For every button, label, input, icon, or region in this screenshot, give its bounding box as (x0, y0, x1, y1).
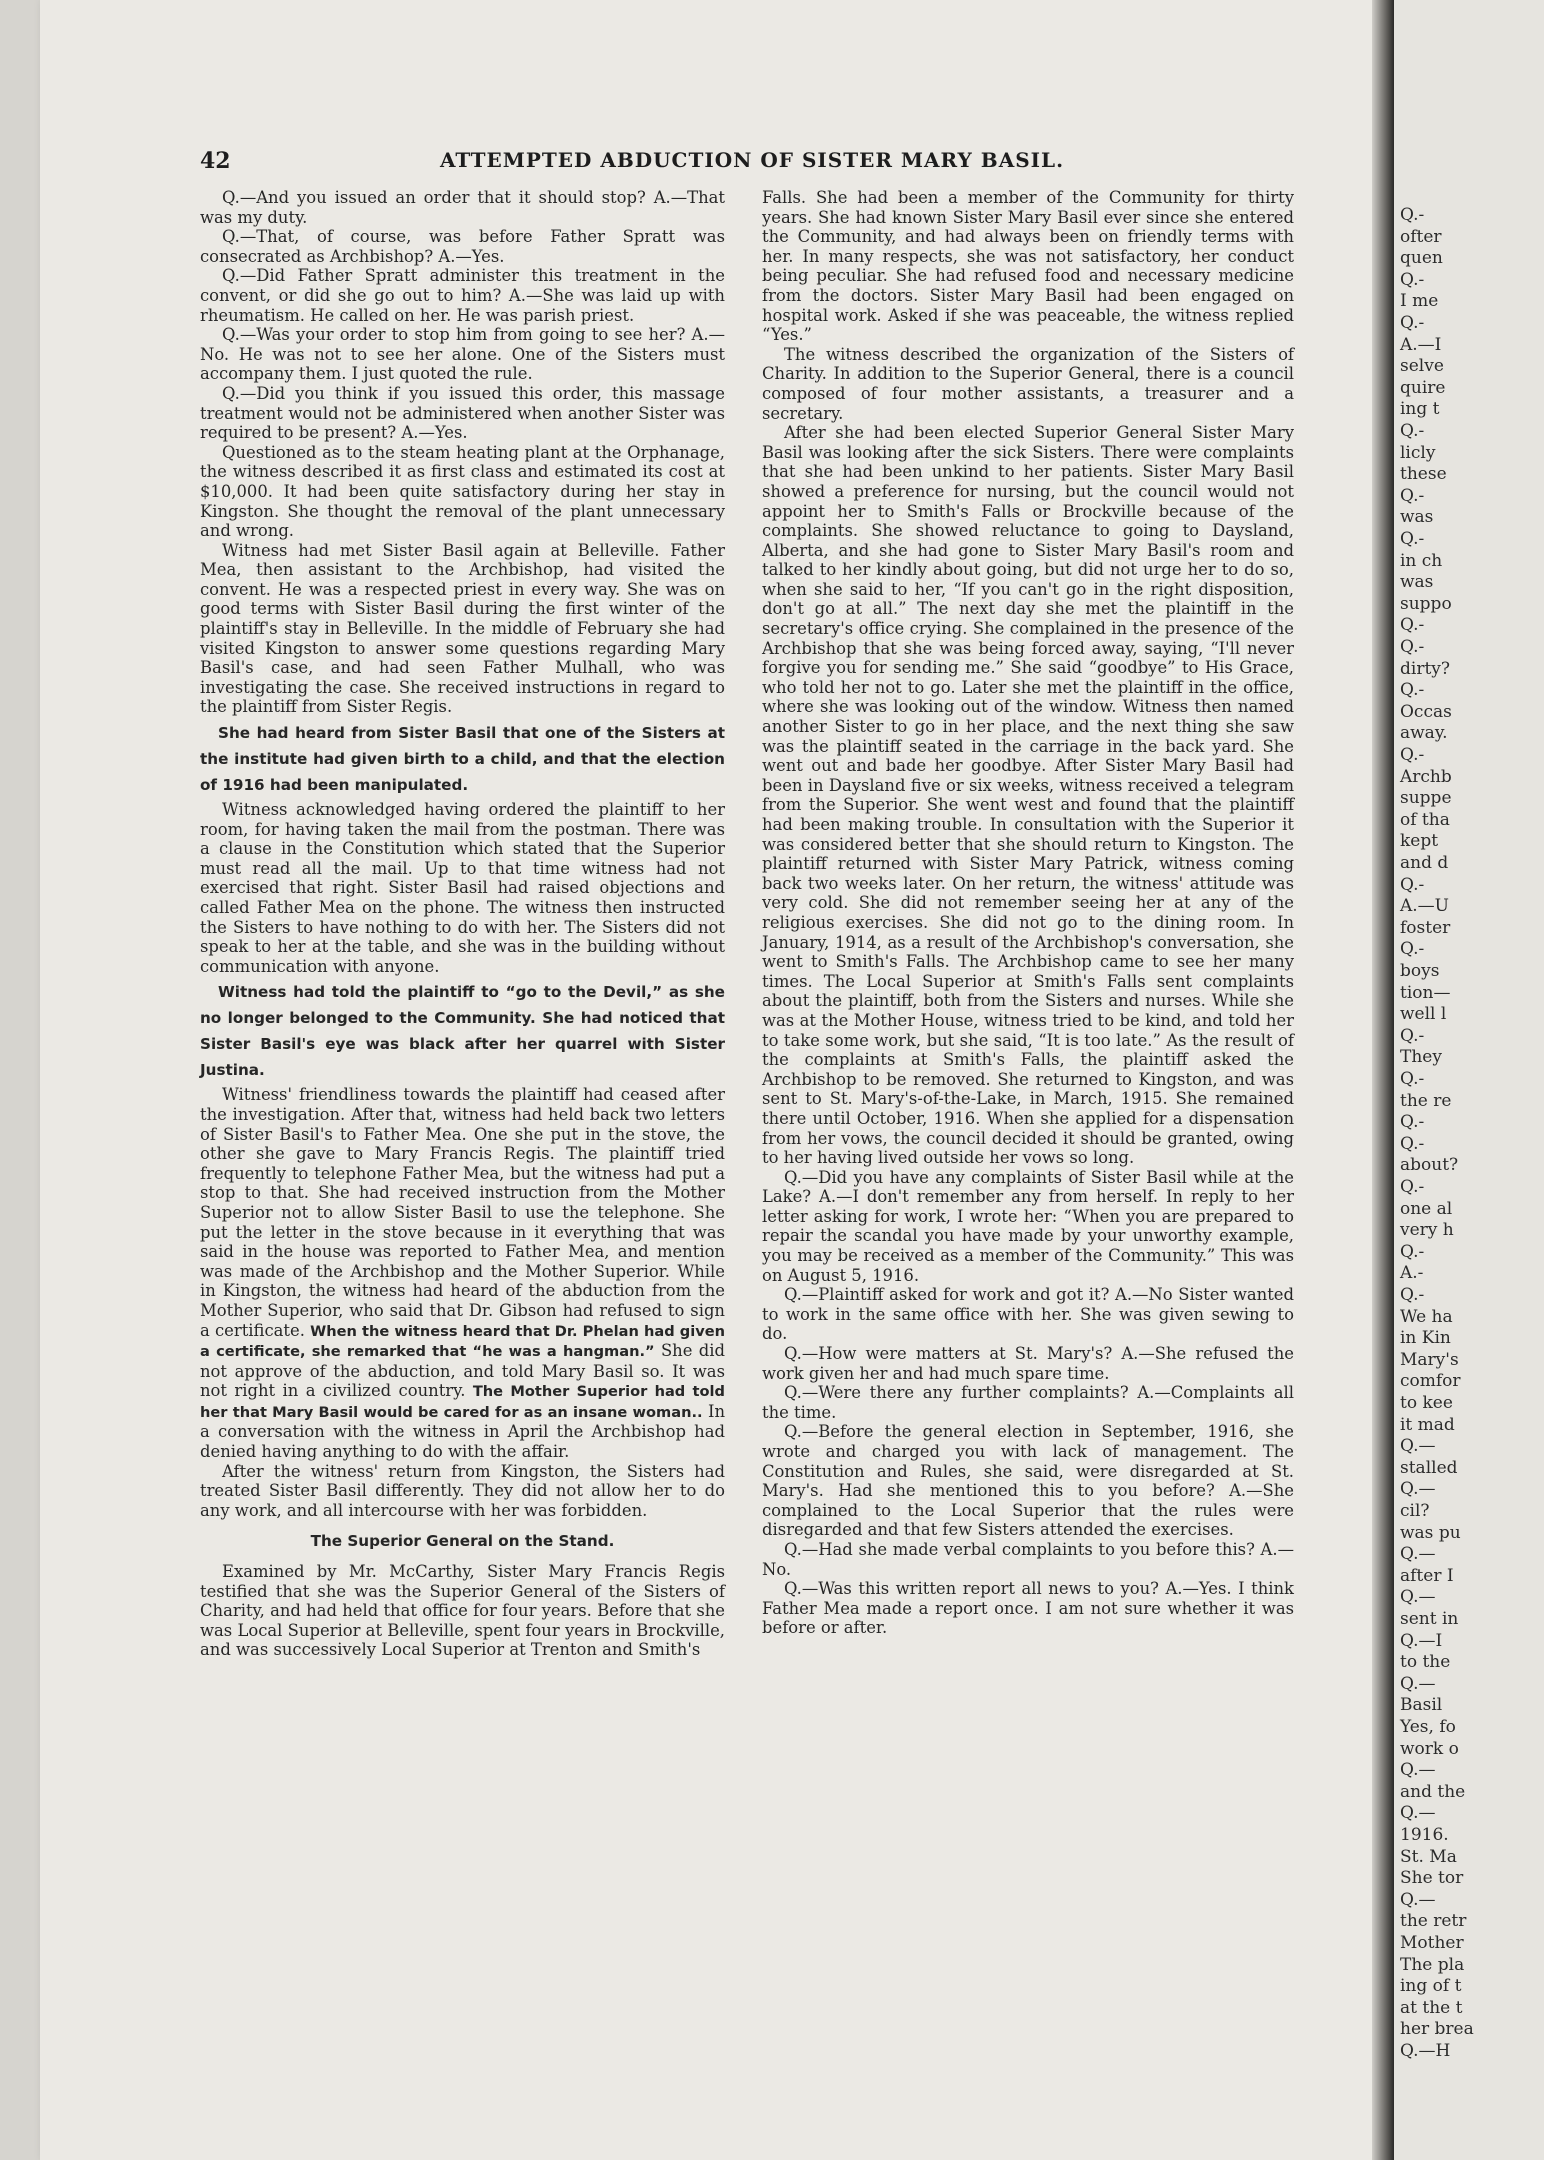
next-page-text-fragment: and the (1400, 1781, 1466, 1802)
left-column (200, 188, 725, 1660)
next-page-text-fragment: of tha (1400, 809, 1450, 830)
next-page-text-fragment: kept (1400, 831, 1439, 852)
next-page-text-fragment: away. (1400, 723, 1448, 744)
book-page (40, 0, 1390, 2160)
paragraph: Q.—How were matters at St. Mary's? A.—She refused the work given her and had much spare time. (762, 1344, 1294, 1383)
next-page-text-fragment: and d (1400, 853, 1449, 873)
next-page-text-fragment: cil? (1400, 1501, 1430, 1521)
paragraph: Witness had met Sister Basil again at Belleville. Father Mea, then assistant to the Archbishop, had visited the convent. He was a respected priest in every way. She was on good terms with Sister Basil during the first winter of the plaintiff's stay in Belleville. In the middle of February she had visited Kingston to answer some questions regarding Mary Basil's case, and had seen Father Mulhall, who was investigating the case. She received instructions in regard to the plaintiff from Sister Regis. (200, 540, 725, 717)
paragraph-text: She did not approve of the abduction, and told Mary Basil so. It was not right in a civilized country. (200, 1341, 726, 1401)
next-page-text-fragment: Q.— (1400, 1889, 1436, 1910)
next-page-text-fragment: 1916. (1400, 1825, 1449, 1845)
next-page-text-fragment: selve (1400, 356, 1444, 377)
next-page-text-fragment: tion— (1400, 982, 1451, 1003)
right-column (762, 188, 1294, 1638)
next-page-text-fragment: these (1400, 464, 1447, 485)
next-page-text-fragment: very h (1400, 1220, 1454, 1241)
paragraph: Q.—Did you think if you issued this order, this massage treatment would not be administered when another Sister was required to be present? A.—Yes. (200, 383, 725, 443)
paragraph: Q.—Before the general election in September, 1916, she wrote and charged you with lack of management. The Constitution and Rules, she said, were disregarded at St. Mary's. Had she mentioned this to you before? A.—She complained to the Local Superior that the rules were disregarded and that few Sisters attended the exercises. (762, 1422, 1294, 1540)
paragraph: Q.—Was this written report all news to you? A.—Yes. I think Father Mea made a report once. I am not sure whether it was before or after. (762, 1579, 1294, 1638)
next-page-text-fragment: Mother (1400, 1933, 1464, 1953)
next-page-text-fragment: was (1400, 507, 1434, 528)
next-page-text-fragment: Q.— (1400, 1479, 1436, 1500)
paragraph: After the witness' return from Kingston, the Sisters had treated Sister Basil differently. They did not allow her to do any work, and all intercourse with her was forbidden. (200, 1461, 725, 1520)
paragraph (200, 1085, 725, 1461)
next-page-text-fragment: Q.— (1400, 1436, 1436, 1457)
next-page-text-fragment: at the t (1400, 1997, 1463, 2018)
next-page-text-fragment: Q.- (1400, 1133, 1425, 1154)
next-page-text-fragment: Q.- (1400, 1025, 1425, 1046)
next-page-text-fragment: was (1400, 572, 1434, 593)
next-page-text-fragment: quen (1400, 248, 1443, 269)
next-page-text-fragment: She tor (1400, 1868, 1464, 1889)
next-page-text-fragment: it mad (1400, 1414, 1455, 1435)
paragraph: After she had been elected Superior General Sister Mary Basil was looking after the sick Sisters. There were complaints that she had been unkind to her patients. Sister Mary Basil showed a preference for nursing, but the council would not appoint her to Smith's Falls or Brockville because of the complaints. She showed reluctance to going to Daysland, Alberta, and she had gone to Sister Mary Basil's room and talked to her kindly about going, but did not urge her to do so, when she said to her, “If you can't go in the right disposition, don't go at all.” The next day she met the plaintiff in the secretary's office crying. She complained in the presence of the Archbishop that she was being forced away, saying, “I'll never forgive you for sending me.” She said “goodbye” to His Grace, who told her not to go. Later she met the plaintiff in the office, where she was looking out of the window. Witness then named another Sister to go in her place, and the next thing she saw was the plaintiff seated in the carriage in the back yard. She went out and bade her goodbye. After Sister Mary Basil had been in Daysland five or six weeks, witness received a telegram from the Superior. She went west and found that the plaintiff had been making trouble. In consultation with the Superior it was considered better that she should return to Kingston. The plaintiff returned with Sister Mary Patrick, witness coming back two weeks later. On her return, the witness' attitude was very cold. She did not remember seeing her at any of the religious exercises. She did not go to the dining room. In January, 1914, as a result of the Archbishop's conversation, she went to Smith's Falls. The Archbishop came to see her many times. The Local Superior at Smith's Falls sent complaints about the plaintiff, both from the Sisters and nurses. While she was at the Mother House, witness tried to be kind, and told her to take some work, but she said, “It is too late.” As the result of the complaints at Smith's Falls, the plaintiff asked the Archbishop to be removed. She returned to Kingston, and was sent to St. Mary's-of-the-Lake, in March, 1915. She remained there until October, 1916. When she applied for a dispensation from her vows, the council decided it should be granted, owing to her having lived outside her vows so long. (762, 423, 1294, 1168)
next-page-text-fragment: after I (1400, 1565, 1454, 1586)
next-page-text-fragment: We ha (1400, 1306, 1453, 1327)
next-page-text-fragment: Q.— (1400, 1803, 1436, 1824)
next-page-text-fragment: I me (1400, 291, 1439, 312)
next-page-text-fragment: Q.- (1400, 874, 1425, 895)
next-page-text-fragment: Mary's (1400, 1349, 1459, 1370)
next-page-text-fragment: The pla (1400, 1954, 1465, 1975)
next-page-text-fragment: Archb (1400, 766, 1452, 787)
next-page-text-fragment: the retr (1400, 1911, 1467, 1932)
next-page-text-fragment: Q.- (1400, 1112, 1425, 1133)
next-page-text-fragment: Q.- (1400, 1241, 1425, 1262)
page-header (200, 148, 1300, 178)
next-page-text-fragment: Q.- (1400, 1285, 1425, 1305)
section-heading: The Superior General on the Stand. (310, 1532, 615, 1551)
next-page-text-fragment: foster (1400, 917, 1451, 938)
next-page-text-fragment: one al (1400, 1198, 1453, 1219)
next-page-text-fragment: was pu (1400, 1522, 1461, 1543)
paragraph: The witness described the organization of the Sisters of Charity. In addition to the Superior General, there is a council composed of four mother assistants, a treasurer and a secretary. (762, 344, 1294, 423)
book-gutter (1372, 0, 1394, 2160)
paragraph: Examined by Mr. McCarthy, Sister Mary Francis Regis testified that she was the Superior General of the Sisters of Charity, and had held that office for four years. Before that she was Local Superior at Belleville, spent four years in Brockville, and was successively Local Superior at Trenton and Smith's (200, 1562, 725, 1660)
paragraph: Q.—Was your order to stop him from going to see her? A.—No. He was not to see her alone. One of the Sisters must accompany them. I just quoted the rule. (200, 325, 725, 384)
next-page-text-fragment: Q.- (1400, 421, 1425, 441)
next-page-text-fragment: Occas (1400, 701, 1452, 722)
next-page-text-fragment: suppe (1400, 788, 1452, 809)
next-page-text-fragment: A.—I (1400, 334, 1442, 355)
next-page-text-fragment: Q.- (1400, 485, 1425, 506)
next-page-text-fragment: ofter (1400, 226, 1442, 247)
next-page-text-fragment: Q.- (1400, 615, 1425, 636)
next-page-text-fragment: suppo (1400, 593, 1452, 614)
paragraph: Q.—Had she made verbal complaints to you before this? A.—No. (762, 1539, 1294, 1579)
bold-sentence: The Mother Superior had told her that Mary Basil would be cared for as an insane woman.. (200, 1383, 725, 1421)
next-page-text-fragment: Q.- (1400, 637, 1425, 657)
running-title: ATTEMPTED ABDUCTION OF SISTER MARY BASIL. (440, 148, 1065, 172)
next-page-text-fragment: sent in (1400, 1609, 1459, 1629)
next-page-text-fragment: Q.— (1400, 1673, 1436, 1694)
next-page-text-fragment: Q.— (1400, 1587, 1436, 1608)
paragraph: Questioned as to the steam heating plant at the Orphanage, the witness described it as first class and estimated its cost at $10,000. It had been quite satisfactory during her stay in Kingston. She thought the removal of the plant unnecessary and wrong. (200, 442, 725, 541)
next-page-text-fragment: Q.- (1400, 939, 1425, 960)
next-page-text-fragment: boys (1400, 961, 1440, 981)
next-page-text-fragment: A.—U (1400, 896, 1450, 917)
next-page-text-fragment: Q.— (1400, 1544, 1436, 1565)
next-page-text-fragment: ing of t (1400, 1976, 1462, 1997)
paragraph: Q.—Plaintiff asked for work and got it? A.—No Sister wanted to work in the same office with her. She was given sewing to do. (762, 1285, 1294, 1344)
next-page-text-fragment: work o (1400, 1738, 1459, 1759)
paragraph: Falls. She had been a member of the Community for thirty years. She had known Sister Mary Basil ever since she entered the Community, and had always been on friendly terms with her. In many respects, she was not satisfactory, her conduct being peculiar. She had refused food and necessary medicine from the doctors. Sister Mary Basil had been engaged on hospital work. Asked if she was peaceable, the witness replied “Yes.” (762, 188, 1294, 345)
next-page-text-fragment: quire (1400, 377, 1446, 398)
paragraph: Q.—And you issued an order that it should stop? A.—That was my duty. (200, 188, 725, 227)
paragraph: Q.—Did you have any complaints of Sister Basil while at the Lake? A.—I don't remember any from herself. In reply to her letter asking for work, I wrote her: “When you are prepared to repair the scandal you have made by your unworthy example, you may be received as a member of the Community.” This was on August 5, 1916. (762, 1167, 1294, 1285)
next-page-text-fragment: Q.- (1400, 269, 1425, 290)
next-page-text-fragment: Q.- (1400, 1069, 1425, 1089)
paragraph: Q.—That, of course, was before Father Spratt was consecrated as Archbishop? A.—Yes. (200, 227, 725, 266)
next-page-text-fragment: Q.- (1400, 1177, 1425, 1197)
bold-paragraph: Witness had told the plaintiff to “go to the Devil,” as she no longer belonged to the Community. She had noticed that Sister Basil's eye was black after her quarrel with Sister Justina. (200, 983, 725, 1080)
next-page-text-fragment: Basil (1400, 1695, 1443, 1716)
next-page-text-fragment: Q.- (1400, 745, 1425, 765)
next-page-text-fragment: comfor (1400, 1371, 1461, 1392)
next-page-text-fragment: Q.- (1400, 313, 1425, 333)
next-page-text-fragment: dirty? (1400, 658, 1450, 679)
paragraph-text: In a conversation with the witness in April the Archbishop had denied having anything to do with the affair. (200, 1401, 725, 1462)
next-page-text-fragment: Q.—H (1400, 2041, 1451, 2061)
next-page-text-fragment: ing t (1400, 399, 1440, 420)
next-page-text-fragment: in Kin (1400, 1328, 1451, 1349)
next-page-text-fragment: Yes, fo (1400, 1717, 1456, 1737)
next-page-text-fragment: A.- (1400, 1263, 1424, 1284)
paragraph: Witness acknowledged having ordered the plaintiff to her room, for having taken the mail from the postman. There was a clause in the Constitution which stated that the Superior must read all the mail. Up to that time witness had not exercised that right. Sister Basil had raised objections and called Father Mea on the phone. The witness then instructed the Sisters to have nothing to do with her. The Sisters did not speak to her at the table, and she was in the building without communication with anyone. (200, 800, 725, 976)
paragraph: Q.—Did Father Spratt administer this treatment in the convent, or did she go out to him? A.—She was laid up with rheumatism. He called on her. He was parish priest. (200, 266, 725, 325)
next-page-text-fragment: the re (1400, 1090, 1452, 1111)
next-page-text-fragment: about? (1400, 1155, 1459, 1176)
next-page-text-fragment: in ch (1400, 550, 1443, 571)
next-page-text-fragment: stalled (1400, 1457, 1458, 1478)
next-page-text-fragment: to kee (1400, 1393, 1453, 1413)
next-page-text-fragment: Q.- (1400, 680, 1425, 701)
page-number: 42 (200, 148, 231, 174)
bold-paragraph: She had heard from Sister Basil that one of the Sisters at the institute had given birth to a child, and that the election of 1916 had been manipulated. (200, 724, 725, 795)
next-page-text-fragment: well l (1400, 1004, 1447, 1025)
next-page-text-fragment: They (1400, 1047, 1442, 1068)
next-page-text-fragment: St. Ma (1400, 1846, 1457, 1867)
next-page-edge (1394, 0, 1544, 2160)
next-page-text-fragment: her brea (1400, 2019, 1474, 2040)
next-page-text-fragment: to the (1400, 1652, 1451, 1673)
paragraph: Q.—Were there any further complaints? A.—Complaints all the time. (762, 1383, 1294, 1422)
next-page-text-fragment: licly (1400, 442, 1436, 463)
next-page-text-fragment: Q.—I (1400, 1630, 1443, 1651)
paragraph-text: Witness' friendliness towards the plaintiff had ceased after the investigation. After that, witness had held back two letters of Sister Basil's to Father Mea. One she put in the stove, the other she gave to Mary Francis Regis. The plaintiff tried frequently to telephone Father Mea, but the witness had put a stop to that. She had received instruction from the Mother Superior not to allow Sister Basil to use the telephone. She put the letter in the stove because in it everything that was said in the house was reported to Father Mea, and mention was made of the Archbishop and the Mother Superior. While in Kingston, the witness had heard of the abduction from the Mother Superior, who said that Dr. Gibson had refused to sign a certificate. (200, 1085, 725, 1340)
next-page-text-fragment: Q.- (1400, 529, 1425, 549)
next-page-text-fragment: Q.— (1400, 1760, 1436, 1781)
bold-sentence: When the witness heard that Dr. Phelan had given a certificate, she remarked that “he was a hangman.” (200, 1322, 725, 1361)
next-page-text-fragment: Q.- (1400, 205, 1425, 225)
